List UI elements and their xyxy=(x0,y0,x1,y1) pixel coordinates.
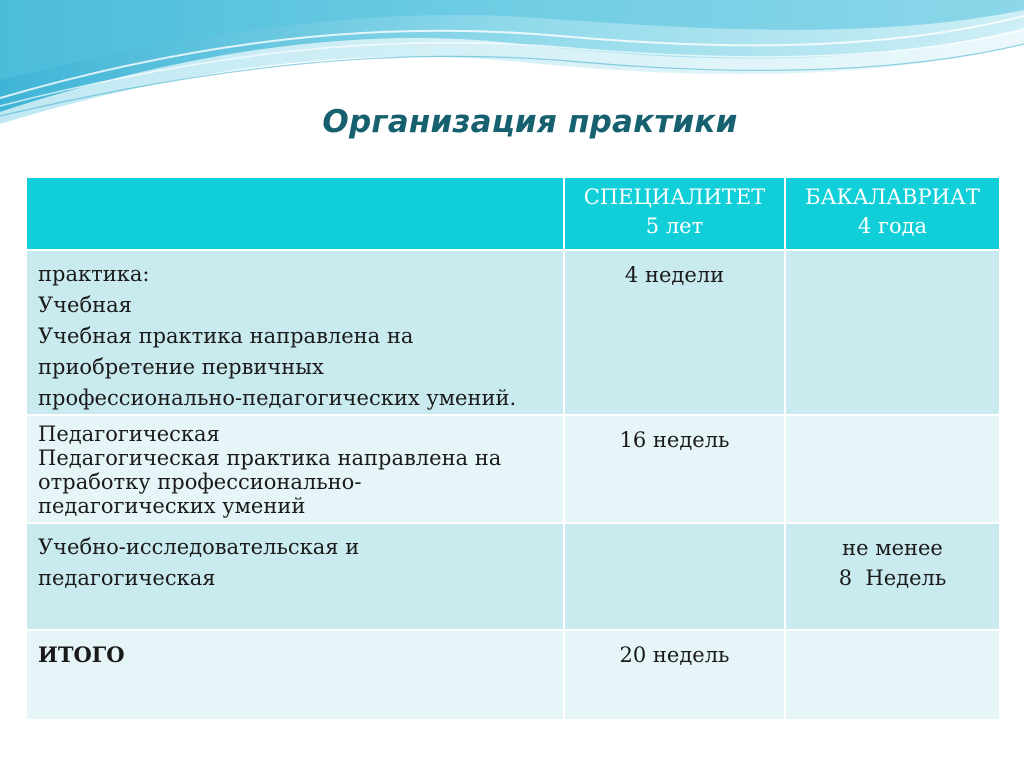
header-bachelor-label: БАКАЛАВРИАТ xyxy=(805,185,980,209)
bachelor-value-line: не менее xyxy=(842,536,943,560)
specialist-total: 20 недель xyxy=(564,630,785,720)
bachelor-value xyxy=(785,415,1000,523)
practice-description xyxy=(26,250,564,415)
slide-title: Организация практики xyxy=(322,104,738,140)
practice-description xyxy=(26,523,564,630)
total-label-text: ИТОГО xyxy=(38,642,125,667)
specialist-value: 4 недели xyxy=(564,250,785,415)
row-text-line: Учебная практика направлена на xyxy=(38,324,414,348)
bachelor-value xyxy=(785,250,1000,415)
header-bachelor xyxy=(785,177,1000,250)
row-text-line: профессионально-педагогических умений. xyxy=(38,386,517,410)
header-bachelor-duration: 4 года xyxy=(857,214,928,238)
row-text-line: Педагогическая xyxy=(38,422,220,446)
specialist-value: 16 недель xyxy=(564,415,785,523)
table-row xyxy=(26,250,1000,415)
bachelor-value xyxy=(785,523,1000,630)
row-text-line: приобретение первичных xyxy=(38,355,324,379)
table-row xyxy=(26,415,1000,523)
row-text-line: отработку профессионально- xyxy=(38,470,362,494)
header-empty-cell xyxy=(26,177,564,250)
row-text-line: педагогическая xyxy=(38,566,216,590)
specialist-value xyxy=(564,523,785,630)
row-text-line: Учебно-исследовательская и xyxy=(38,535,360,559)
table-row xyxy=(26,523,1000,630)
table-header-row xyxy=(26,177,1000,250)
bachelor-total xyxy=(785,630,1000,720)
practice-table xyxy=(25,176,1001,721)
header-specialist-duration: 5 лет xyxy=(645,214,704,238)
header-specialist xyxy=(564,177,785,250)
row-text-line: педагогических умений xyxy=(38,494,306,518)
header-specialist-label: СПЕЦИАЛИТЕТ xyxy=(583,185,766,209)
row-text-line: Учебная xyxy=(38,293,132,317)
bachelor-value-line: 8 Недель xyxy=(838,566,947,590)
row-text-line: Педагогическая практика направлена на xyxy=(38,446,502,470)
table-row-total xyxy=(26,630,1000,720)
practice-description xyxy=(26,415,564,523)
total-label xyxy=(26,630,564,720)
row-text-line: практика: xyxy=(38,262,150,286)
